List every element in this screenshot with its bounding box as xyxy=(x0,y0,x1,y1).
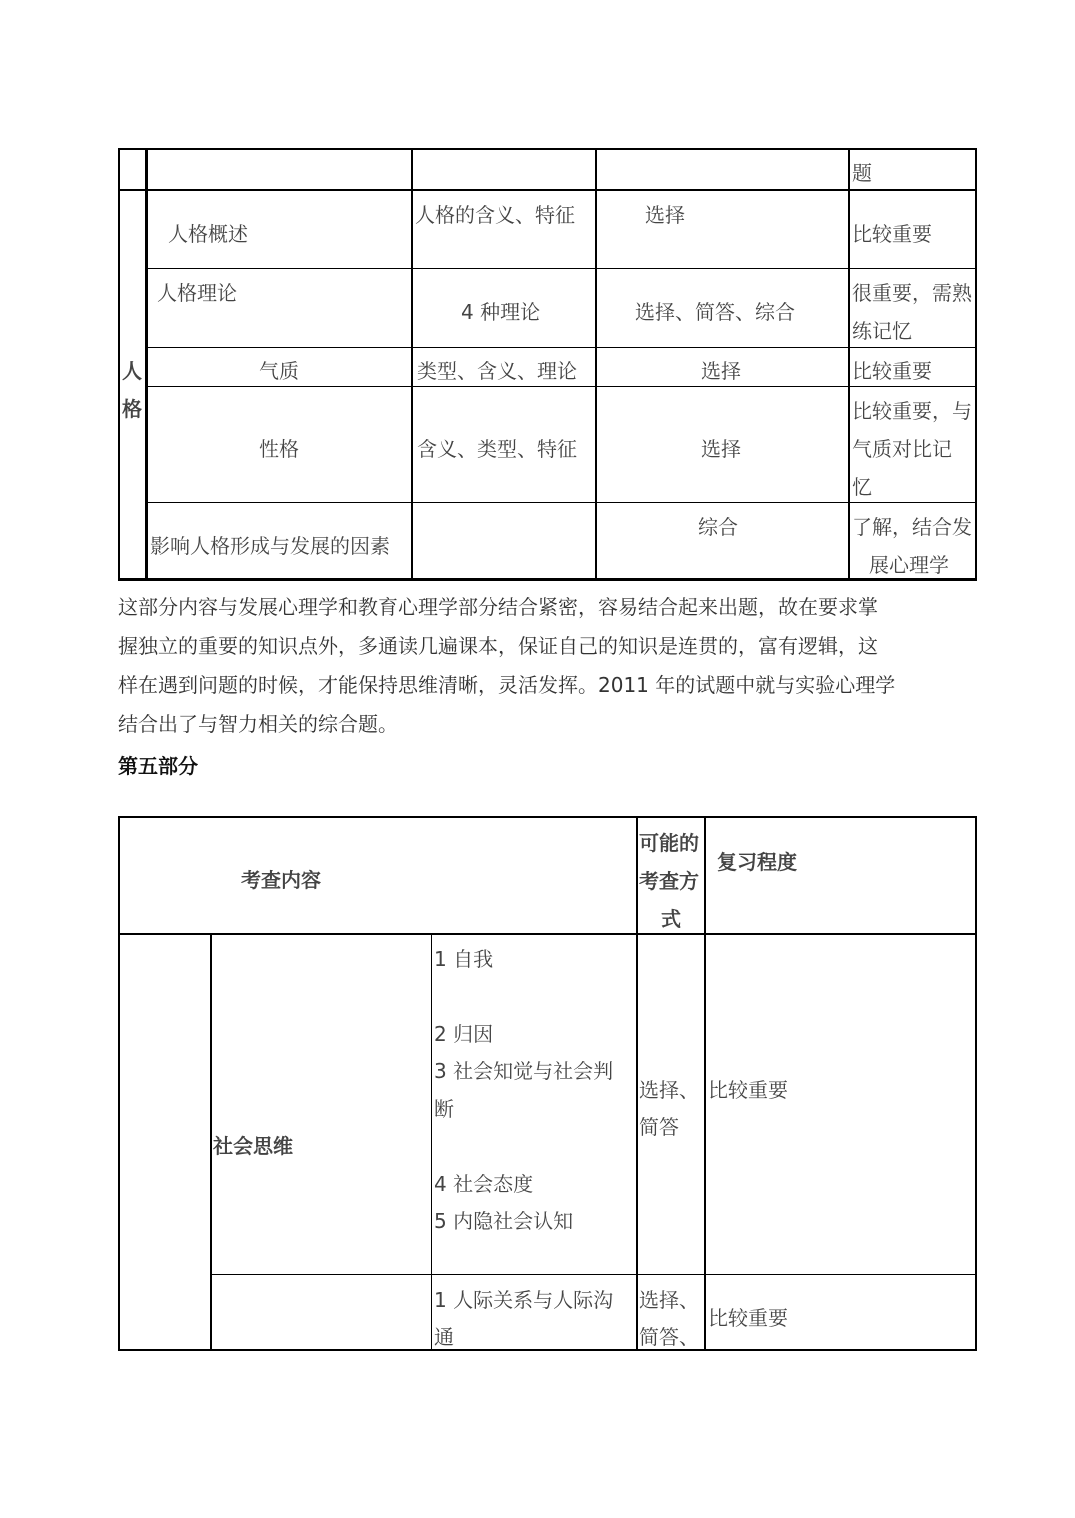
table-cell-level: 气质对比记 xyxy=(852,437,952,461)
table-cell-topic: 性格 xyxy=(259,437,299,461)
column-header-level: 复习程度 xyxy=(717,850,797,874)
paragraph-line: 结合出了与智力相关的综合题。 xyxy=(118,712,398,736)
column-header-content: 考查内容 xyxy=(241,868,321,892)
body-paragraph xyxy=(118,588,978,744)
table-cell-level: 比较重要 xyxy=(708,1078,788,1102)
list-item: 1 人际关系与人际沟 xyxy=(434,1288,614,1312)
table-cell-method: 选择 xyxy=(701,359,741,383)
table-cell-level: 展心理学 xyxy=(869,553,949,577)
table-cell-method: 简答 xyxy=(639,1115,679,1139)
table-cell-content: 人格的含义、特征 xyxy=(415,203,575,227)
table-cell-topic: 气质 xyxy=(259,359,299,383)
list-item: 5 内隐社会认知 xyxy=(434,1209,574,1233)
column-header-method: 可能的 xyxy=(639,831,699,855)
table-cell-level: 比较重要 xyxy=(708,1306,788,1330)
list-item: 3 社会知觉与社会判 xyxy=(434,1059,614,1083)
table-cell-method: 选择、 xyxy=(639,1078,699,1102)
table-cell-level: 忆 xyxy=(852,475,872,499)
column-header-method: 式 xyxy=(661,907,681,931)
table-cell-method: 选择 xyxy=(701,437,741,461)
table-cell-topic: 人格理论 xyxy=(157,281,237,305)
table-cell-topic: 人格概述 xyxy=(168,222,248,246)
list-item: 2 归因 xyxy=(434,1022,494,1046)
list-item: 1 自我 xyxy=(434,947,494,971)
table-cell-level: 比较重要 xyxy=(852,359,932,383)
table-cell-level: 比较重要，与 xyxy=(852,399,972,423)
list-item: 通 xyxy=(434,1325,454,1349)
table-cell-method: 选择 xyxy=(645,203,685,227)
table-cell: 题 xyxy=(852,161,872,185)
table-cell-method: 选择、简答、综合 xyxy=(635,300,795,324)
table-cell-method: 综合 xyxy=(698,515,738,539)
paragraph-line: 握独立的重要的知识点外，多通读几遍课本，保证自己的知识是连贯的，富有逻辑，这 xyxy=(118,634,878,658)
table-cell-level: 很重要，需熟 xyxy=(852,281,972,305)
section-label: 格 xyxy=(122,397,142,421)
list-item: 断 xyxy=(434,1097,454,1121)
table-cell-topic: 社会思维 xyxy=(213,1134,293,1158)
table-cell-method: 简答、 xyxy=(639,1325,699,1349)
paragraph-line: 这部分内容与发展心理学和教育心理学部分结合紧密，容易结合起来出题，故在要求掌 xyxy=(118,595,878,619)
paragraph-line: 样在遇到问题的时候，才能保持思维清晰，灵活发挥。2011 年的试题中就与实验心理学 xyxy=(118,673,896,697)
section-heading: 第五部分 xyxy=(118,754,198,778)
table-cell-content: 4 种理论 xyxy=(461,300,541,324)
table-cell-content: 含义、类型、特征 xyxy=(417,437,577,461)
list-item: 4 社会态度 xyxy=(434,1172,534,1196)
table-cell-topic: 影响人格形成与发展的因素 xyxy=(150,534,390,558)
table-cell-content: 类型、含义、理论 xyxy=(417,359,577,383)
table-cell-level: 练记忆 xyxy=(852,319,912,343)
section-label: 人 xyxy=(122,359,142,383)
column-header-method: 考查方 xyxy=(639,869,699,893)
table-cell-method: 选择、 xyxy=(639,1288,699,1312)
table-cell-level: 比较重要 xyxy=(852,222,932,246)
table-cell-level: 了解，结合发 xyxy=(852,515,972,539)
